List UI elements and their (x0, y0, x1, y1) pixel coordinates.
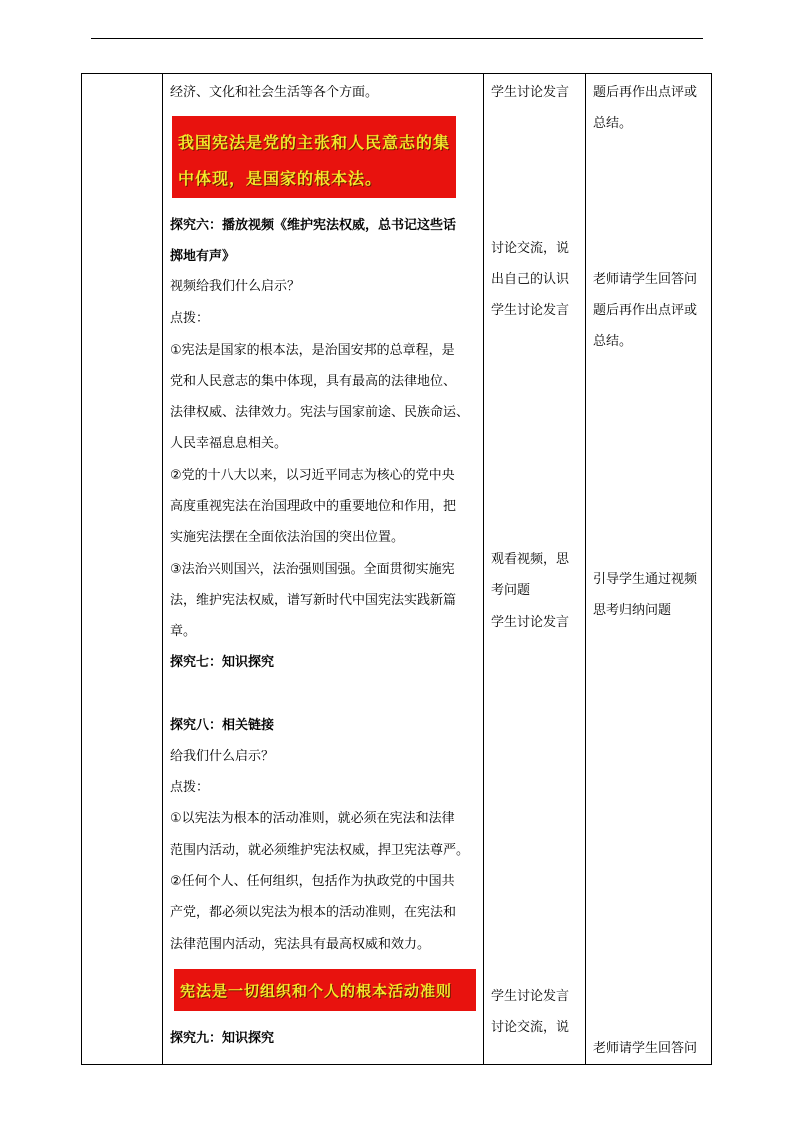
question-text: 视频给我们什么启示？ (170, 279, 301, 294)
student-activity: 学生讨论发言 (491, 85, 570, 100)
student-activity: 观看视频，思 (491, 552, 570, 567)
content-line: 范围内活动，就必须维护宪法权威，捍卫宪法尊严。 (170, 843, 470, 858)
content-line: 实施宪法摆在全面依法治国的突出位置。 (170, 530, 405, 545)
content-line: 人民幸福息息相关。 (170, 436, 288, 451)
content-line: 法律范围内活动，宪法具有最高权威和效力。 (170, 937, 431, 952)
content-line: 法律权威、法律效力。宪法与国家前途、民族命运、 (170, 405, 470, 420)
student-activity: 出自己的认识 (491, 272, 570, 287)
student-activity: 学生讨论发言 (491, 989, 570, 1004)
section-heading-7: 探究七：知识探究 (170, 655, 275, 670)
teacher-note: 老师请学生回答问 (593, 272, 698, 287)
column-divider-3 (585, 73, 586, 1065)
header-rule (91, 38, 703, 39)
teacher-note: 总结。 (593, 334, 633, 349)
student-activity: 考问题 (491, 583, 531, 598)
content-line: 党和人民意志的集中体现，具有最高的法律地位、 (170, 374, 457, 389)
section-heading-9: 探究九：知识探究 (170, 1031, 275, 1046)
section-heading-6: 探究六：播放视频《维护宪法权威，总书记这些话 (170, 218, 457, 233)
banner-1-line-1: 我国宪法是党的主张和人民意志的集 (178, 133, 451, 152)
banner-1-line-2: 中体现，是国家的根本法。 (178, 169, 383, 188)
hint-label: 点拨： (170, 780, 210, 795)
teacher-note: 总结。 (593, 116, 633, 131)
teacher-note: 老师请学生回答问 (593, 1041, 698, 1056)
student-activity: 讨论交流，说 (491, 1020, 570, 1035)
student-activity: 学生讨论发言 (491, 615, 570, 630)
content-line: 高度重视宪法在治国理政中的重要地位和作用，把 (170, 499, 457, 514)
column-divider-2 (483, 73, 484, 1065)
content-line: ①以宪法为根本的活动准则，就必须在宪法和法律 (170, 811, 455, 826)
content-line: ②党的十八大以来，以习近平同志为核心的党中央 (170, 468, 455, 483)
section-heading-8: 探究八：相关链接 (170, 718, 275, 733)
student-activity: 学生讨论发言 (491, 303, 570, 318)
key-point-banner-1 (172, 116, 456, 198)
content-line: ③法治兴则国兴，法治强则国强。全面贯彻实施宪 (170, 562, 455, 577)
teacher-note: 引导学生通过视频 (593, 572, 698, 587)
content-line: 产党，都必须以宪法为根本的活动准则，在宪法和 (170, 905, 457, 920)
key-point-banner-2 (174, 969, 476, 1011)
teacher-note: 题后再作出点评或 (593, 85, 698, 100)
question-text: 给我们什么启示？ (170, 749, 275, 764)
content-line: ①宪法是国家的根本法，是治国安邦的总章程，是 (170, 343, 455, 358)
student-activity: 讨论交流，说 (491, 241, 570, 256)
content-line: ②任何个人、任何组织，包括作为执政党的中国共 (170, 874, 455, 889)
column-divider-1 (162, 73, 163, 1065)
content-line: 经济、文化和社会生活等各个方面。 (170, 85, 379, 100)
teacher-note: 题后再作出点评或 (593, 303, 698, 318)
banner-2-text: 宪法是一切组织和个人的根本活动准则 (180, 982, 453, 1000)
content-line: 法，维护宪法权威，谱写新时代中国宪法实践新篇 (170, 593, 457, 608)
teacher-note: 思考归纳问题 (593, 603, 672, 618)
content-line: 章。 (170, 624, 197, 639)
hint-label: 点拨： (170, 311, 210, 326)
section-heading-6-cont: 掷地有声》 (170, 249, 236, 264)
